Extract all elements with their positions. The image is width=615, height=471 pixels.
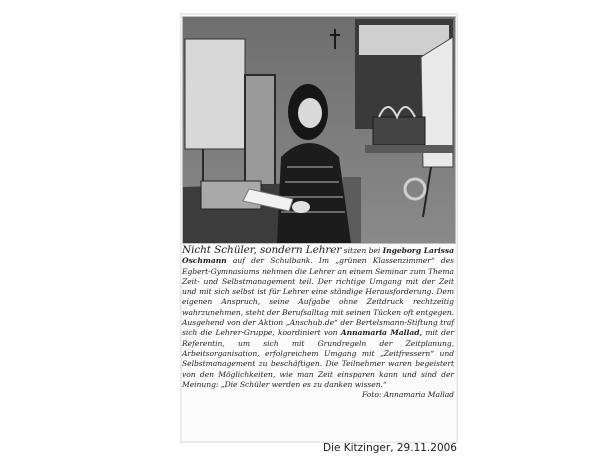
caption-intro: sitzen bei <box>343 246 381 255</box>
caption-intro-rest: auf der Schulbank. Im „grünen Klassenzimmer“ des Egbert-Gymnasiums nehmen die Lehrer an einem Seminar zum Thema Zeit- und Selbstmanagement teil. Der richtige Umgang mit der Zeit und mit sich selbst ist für Lehrer eine ständige Herausforderung. Dem eigenen Anspruch, seine Aufgabe ohne Zeitdruck rechtzeitig wahrzunehmen, steht der Berufsalltag mit seinen Tücken oft entgegen. Ausgehend von der Aktion „Anschub.de“ der Bertelsmann-Stiftung traf sich die Lehrer-Gruppe, koordiniert von <box>182 256 454 338</box>
caption-coordinator-name: Annamaria Mallad, <box>340 328 423 338</box>
caption-body-rest: mit der Referentin, um sich mit Grundregeln der Zeitplanung, Arbeitsorganisation, erfolgreichem Umgang mit „Zeitfressern“ und Selbstmanagement zu beschäftigen. Die Teilnehmer waren begeistert von den Möglichkeiten, wie man Zeit einsparen kann und sind der Meinung: „Die Schüler werden es zu danken wissen.“ <box>182 328 454 389</box>
source-line: Die Kitzinger, 29.11.2006 <box>322 442 457 454</box>
photo-credit: Foto: Annamaria Mallad <box>362 390 454 400</box>
caption-teacher-name: Ingeborg Larissa Oschmann <box>182 246 454 266</box>
article-photo <box>182 16 456 244</box>
caption-headline: Nicht Schüler, sondern Lehrer <box>182 244 342 256</box>
photo-caption <box>182 245 454 400</box>
